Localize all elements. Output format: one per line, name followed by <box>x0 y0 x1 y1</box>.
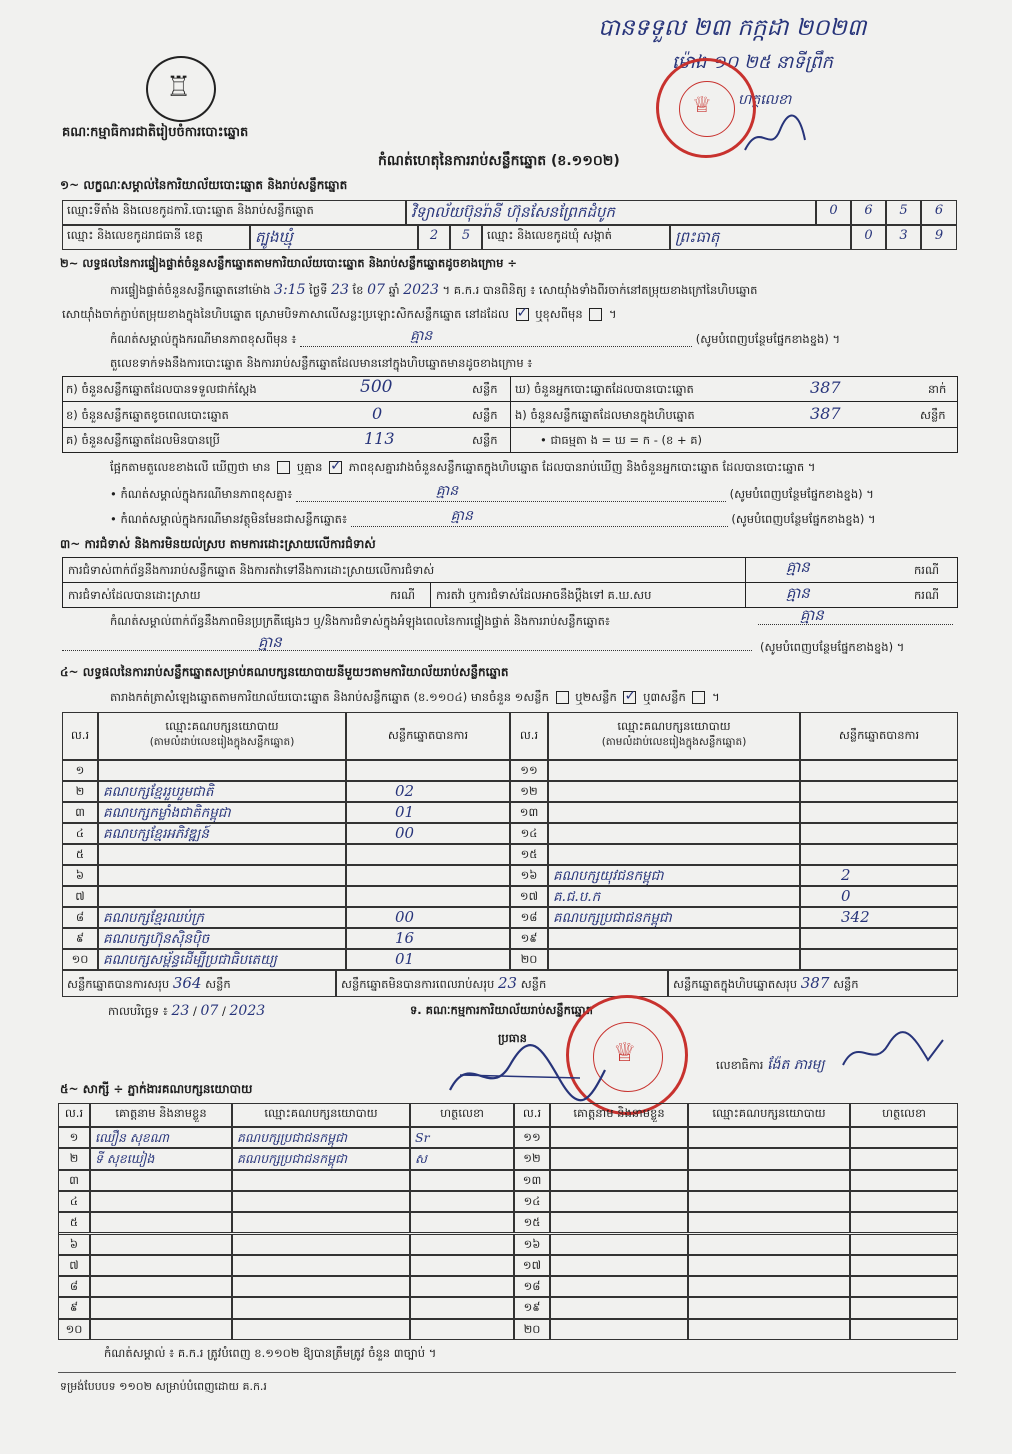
commune-code-2: 3 <box>886 225 921 250</box>
result-right-row-no: ១៥ <box>510 844 548 865</box>
result-right-row-votes <box>800 802 958 823</box>
result-right-row-party <box>548 928 800 949</box>
witness-col-sign-right: ហត្ថលេខា <box>850 1103 958 1127</box>
irregularity-note-suffix: (សូមបំពេញបន្ថែមផ្នែកខាងខ្នង) ។ <box>760 640 905 654</box>
result-left-row-votes <box>346 886 510 907</box>
result-left-row-party: គណបក្សខ្មែរឈប់ក្រ <box>98 907 346 928</box>
objection-unit: ករណី <box>914 563 939 577</box>
result-left-row-party <box>98 886 346 907</box>
witness-left-sign <box>410 1191 514 1212</box>
province-label: ឈ្មោះ និងលេខកូដរាជធានី ខេត្ត <box>62 225 250 250</box>
witness-left-sign <box>410 1234 514 1255</box>
result-right-row-party: គណបក្សយុវជនកម្ពុជា <box>548 865 800 886</box>
result-right-row-votes <box>800 928 958 949</box>
committee-emblem-icon: ♖ <box>146 56 216 122</box>
witness-right-empty <box>850 1170 958 1191</box>
section1-title: ១~ លក្ខណៈសម្គាល់នៃការិយាល័យបោះឆ្នោត និងរាប់សន្លឹកឆ្នោត <box>60 178 348 192</box>
witness-left-party <box>232 1191 410 1212</box>
appeal-value: គ្មាន <box>786 584 810 602</box>
has-difference-checkbox[interactable] <box>277 461 290 474</box>
witness-left-name <box>90 1191 232 1212</box>
witness-right-empty <box>688 1234 850 1255</box>
result-left-row-votes <box>346 760 510 781</box>
province-value: ត្បូងឃ្មុំ <box>250 225 418 250</box>
result-left-row-votes <box>346 844 510 865</box>
no-difference-checkbox[interactable] <box>329 461 342 474</box>
witness-right-empty <box>688 1127 850 1148</box>
irregularity-note-value: គ្មាន <box>800 606 824 624</box>
result-left-row-no: ៥ <box>62 844 98 865</box>
result-left-row-votes: 02 <box>346 781 510 802</box>
witness-left-sign <box>410 1212 514 1233</box>
witness-col-sign-left: ហត្ថលេខា <box>410 1103 514 1127</box>
form-code: ទម្រង់បែបបទ ១១០២ សម្រាប់បំពេញដោយ គ.ក.រ <box>60 1380 267 1393</box>
witness-right-empty <box>550 1170 688 1191</box>
witness-right-empty <box>688 1191 850 1212</box>
receipt-line2: ម៉ោង ១០ ២៥ នាទីព្រឹក <box>672 52 833 73</box>
witness-left-party <box>232 1212 410 1233</box>
result-right-row-party: គណបក្សប្រជាជនកម្ពុជា <box>548 907 800 928</box>
document-title: កំណត់ហេតុនៃការរាប់សន្លឹកឆ្នោត (ខ.១១០២) <box>378 153 620 169</box>
result-left-row-party <box>98 760 346 781</box>
witness-right-empty <box>550 1191 688 1212</box>
section3-title: ៣~ ការជំទាស់ និងការមិនយល់ស្រប តាមការដោះស្រាយលើការជំទាស់ <box>60 537 376 551</box>
witness-left-party <box>232 1255 410 1276</box>
witness-right-empty <box>850 1276 958 1297</box>
result-right-row-no: ១៣ <box>510 802 548 823</box>
results-col-no-right: ល.រ <box>510 712 548 760</box>
receipt-line1: បានទទួល ២៣ កក្កដា ២០២៣ <box>598 15 867 41</box>
bullet-foreign-object: • កំណត់សម្គាល់ក្នុងករណីមានវត្ថុមិនមែនជាសន្លឹកឆ្នោត៖ គ្មាន (សូមបំពេញបន្ថែមផ្នែកខាងខ្នង) ។ <box>110 508 876 526</box>
witness-left-party <box>232 1297 410 1318</box>
result-left-row-party: គណបក្សហ៊ុនស៊ិនប៉ិច <box>98 928 346 949</box>
witness-right-empty <box>688 1319 850 1340</box>
witness-left-sign <box>410 1297 514 1318</box>
witness-left-name <box>90 1297 232 1318</box>
witness-right-empty <box>550 1297 688 1318</box>
tally-sheet-line: តារាងកត់ត្រាសំឡេងឆ្នោតតាមការិយាល័យបោះឆ្នោត និងរាប់សន្លឹកឆ្នោត (ខ.១១០៤) មានចំនួន ១សន្លឹក ឬ២សន្លឹក ✓ ឬ៣សន្លឹក ។ <box>110 690 720 707</box>
witness-right-no: ១៨ <box>514 1276 550 1297</box>
witness-right-empty <box>850 1191 958 1212</box>
witness-left-sign: Sr <box>410 1127 514 1148</box>
witness-right-empty <box>550 1234 688 1255</box>
witness-right-no: ១៧ <box>514 1255 550 1276</box>
result-left-row-votes: 16 <box>346 928 510 949</box>
figure-e-unit: សន្លឹក <box>920 408 946 422</box>
appeal-label: ការតវ៉ា ឬការជំទាស់ដែលអាចនឹងប្តឹងទៅ គ.ឃ.សប <box>436 588 652 602</box>
result-right-row-votes <box>800 949 958 970</box>
witness-right-no: ១៣ <box>514 1170 550 1191</box>
results-col-no-left: ល.រ <box>62 712 98 760</box>
witness-right-empty <box>550 1212 688 1233</box>
total-invalid-value: 23 <box>497 974 518 992</box>
witness-right-no: ១៩ <box>514 1297 550 1318</box>
result-left-row-no: ១០ <box>62 949 98 970</box>
witness-left-no: ១ <box>58 1127 90 1148</box>
secretary-signature <box>838 1030 948 1080</box>
seal-check-line: សោយ៉ាំងចាក់ភ្ជាប់តម្រុយខាងក្នុងនៃហិបឆ្នោត ស្រោមបិទភាសាលើសន្លះប្រឡោះសិកសន្លឹកឆ្នោត នៅដដែល ✓ ឬខុសពីមុន ។ <box>62 307 617 324</box>
witness-right-no: ១២ <box>514 1148 550 1169</box>
location-code-3: 5 <box>886 200 921 225</box>
result-right-row-votes <box>800 760 958 781</box>
total-box-value: 387 <box>800 974 830 992</box>
province-code-2: 5 <box>450 225 482 250</box>
witness-left-party <box>232 1319 410 1340</box>
commune-code-1: 0 <box>851 225 886 250</box>
witness-left-sign <box>410 1319 514 1340</box>
witness-right-empty <box>688 1170 850 1191</box>
results-col-party-right: ឈ្មោះគណបក្សនយោបាយ (តាមលំដាប់លេខរៀងក្នុងសន្លឹកឆ្នោត) <box>548 712 800 760</box>
changed-checkbox[interactable] <box>589 308 602 321</box>
witness-left-name <box>90 1276 232 1297</box>
section4-title: ៤~ លទ្ធផលនៃការរាប់សន្លឹកឆ្នោតសម្រាប់គណបក្សនយោបាយនីមួយៗតាមការិយាល័យរាប់សន្លឹកឆ្នោត <box>60 665 509 679</box>
witness-left-name <box>90 1234 232 1255</box>
bullet-difference: • កំណត់សម្គាល់ក្នុងករណីមានភាពខុសគ្នា៖ គ្មាន (សូមបំពេញបន្ថែមផ្នែកខាងខ្នង) ។ <box>110 483 874 501</box>
appeal-unit: ករណី <box>914 588 939 602</box>
result-right-row-party <box>548 823 800 844</box>
figure-d-label: ឃ) ចំនួនអ្នកបោះឆ្នោតដែលបានបោះឆ្នោត <box>515 382 694 396</box>
witness-left-name <box>90 1319 232 1340</box>
witness-right-empty <box>850 1234 958 1255</box>
witness-right-no: ១៥ <box>514 1212 550 1233</box>
result-right-row-votes <box>800 781 958 802</box>
result-right-row-no: ១១ <box>510 760 548 781</box>
witness-right-empty <box>850 1297 958 1318</box>
result-left-row-no: ១ <box>62 760 98 781</box>
figure-d-value: 387 <box>810 378 841 397</box>
figures-intro: តួលេខទាក់ទងនឹងការបោះឆ្នោត និងការរាប់សន្លឹកឆ្នោតដែលមាននៅក្នុងហិបឆ្នោតមានដូចខាងក្រោម ៖ <box>110 356 533 370</box>
witness-left-sign <box>410 1255 514 1276</box>
result-right-row-no: ២០ <box>510 949 548 970</box>
one-sheet-checkbox[interactable] <box>556 691 569 704</box>
result-left-row-votes: 01 <box>346 802 510 823</box>
figure-c-label: គ) ចំនួនសន្លឹកឆ្នោតដែលមិនបានប្រើ <box>66 433 220 447</box>
witness-left-party <box>232 1276 410 1297</box>
witness-left-no: ៤ <box>58 1191 90 1212</box>
witness-right-empty <box>550 1255 688 1276</box>
witness-left-no: ៨ <box>58 1276 90 1297</box>
witness-left-no: ៣ <box>58 1170 90 1191</box>
figure-c-value: 113 <box>364 429 395 448</box>
witness-left-no: ២ <box>58 1148 90 1169</box>
figure-b-unit: សន្លឹក <box>472 408 498 422</box>
total-box-cell: សន្លឹកឆ្នោតក្នុងហិបឆ្នោតសរុប 387 សន្លឹក <box>668 970 958 997</box>
footnote: កំណត់សម្គាល់ ៖ គ.ក.រ ត្រូវបំពេញ ខ.១១០២ ឱ្យបានត្រឹមត្រូវ ចំនួន ៣ច្បាប់ ។ <box>104 1346 437 1360</box>
total-valid-value: 364 <box>172 974 202 992</box>
date-day: 23 <box>171 1003 190 1019</box>
official-seal-top: ♕ <box>656 58 756 158</box>
result-right-row-votes: 0 <box>800 886 958 907</box>
objection-label: ការជំទាស់ពាក់ព័ន្ធនឹងការរាប់សន្លឹកឆ្នោត និងការតវ៉ាទៅនឹងការដោះស្រាយលើការជំទាស់ <box>68 563 435 577</box>
result-right-row-votes: 2 <box>800 865 958 886</box>
witness-right-empty <box>688 1276 850 1297</box>
result-left-row-no: ៨ <box>62 907 98 928</box>
witness-col-name-right: គោត្តនាម និងនាមខ្លួន <box>550 1103 688 1127</box>
result-right-row-party <box>548 802 800 823</box>
witness-right-empty <box>550 1148 688 1169</box>
result-left-row-no: ៣ <box>62 802 98 823</box>
result-left-row-no: ៩ <box>62 928 98 949</box>
commune-label: ឈ្មោះ និងលេខកូដឃុំ សង្កាត់ <box>482 225 670 250</box>
irregularity-note-value2: គ្មាន <box>258 633 282 651</box>
witness-col-no-right: ល.រ <box>514 1103 550 1127</box>
witness-right-empty <box>688 1148 850 1169</box>
section2-title: ២~ លទ្ធផលនៃការផ្ទៀងផ្ទាត់ចំនួនសន្លឹកឆ្នោតតាមការិយាល័យបោះឆ្នោត និងរាប់សន្លឹកឆ្នោតដូចខាងក្រោម ÷ <box>60 256 518 270</box>
witness-col-no-left: ល.រ <box>58 1103 90 1127</box>
result-right-row-no: ១៨ <box>510 907 548 928</box>
witness-right-empty <box>850 1212 958 1233</box>
result-right-row-no: ១២ <box>510 781 548 802</box>
witness-left-name <box>90 1255 232 1276</box>
result-right-row-party <box>548 760 800 781</box>
org-header: គណៈកម្មាធិការជាតិរៀបចំការបោះឆ្នោត <box>62 125 249 140</box>
figure-b-label: ខ) ចំនួនសន្លឹកឆ្នោតខូចពេលបោះឆ្នោត <box>66 408 229 422</box>
commune-value: ព្រះធាតុ <box>670 225 851 250</box>
witness-col-name-left: គោត្តនាម និងនាមខ្លួន <box>90 1103 232 1127</box>
result-left-row-votes <box>346 865 510 886</box>
results-col-votes-left: សន្លឹកឆ្នោតបានការ <box>346 712 510 760</box>
witness-right-empty <box>550 1127 688 1148</box>
result-left-row-no: ៧ <box>62 886 98 907</box>
result-right-row-party: គ.ជ.ប.ក <box>548 886 800 907</box>
witness-right-empty <box>550 1319 688 1340</box>
witness-right-empty <box>688 1255 850 1276</box>
result-left-row-party: គណបក្សខ្មែររួបរួមជាតិ <box>98 781 346 802</box>
location-label: ឈ្មោះទីតាំង និងលេខកូដការិ.បោះឆ្នោត និងរាប់សន្លឹកឆ្នោត <box>62 200 406 225</box>
result-right-row-no: ១៦ <box>510 865 548 886</box>
witness-right-empty <box>688 1212 850 1233</box>
secretary-name: ង៉ែត ភារម្យ <box>767 1057 825 1073</box>
location-code-2: 6 <box>851 200 886 225</box>
result-left-row-no: ៦ <box>62 865 98 886</box>
handwritten-signature-top <box>740 110 810 160</box>
witness-col-party-right: ឈ្មោះគណបក្សនយោបាយ <box>688 1103 850 1127</box>
secretary-line: លេខាធិការ ង៉ែត ភារម្យ <box>716 1057 825 1073</box>
date-line: កាលបរិច្ឆេទ ៖ 23 / 07 / 2023 <box>108 1003 266 1019</box>
result-right-row-party <box>548 844 800 865</box>
official-seal-bottom: ♕ <box>566 995 688 1115</box>
witness-left-no: ៦ <box>58 1234 90 1255</box>
receipt-line3: ហត្ថលេខា <box>738 92 792 108</box>
result-left-row-party <box>98 865 346 886</box>
location-code-4: 6 <box>921 200 957 225</box>
committee-label: ទ. គណៈកម្មការការិយាល័យរាប់សន្លឹកឆ្នោត <box>410 1003 593 1017</box>
witness-left-party <box>232 1234 410 1255</box>
location-value: វិទ្យាល័យប៊ុនរ៉ានី ហ៊ុនសែនព្រែកដំបូក <box>406 200 816 225</box>
witness-left-no: ៩ <box>58 1297 90 1318</box>
location-code-1: 0 <box>816 200 851 225</box>
figure-a-label: ក) ចំនួនសន្លឹកឆ្នោតដែលបានទទួលជាក់ស្តែង <box>66 382 257 396</box>
total-valid-cell: សន្លឹកឆ្នោតបានការសរុប 364 សន្លឹក <box>62 970 336 997</box>
objection-value: គ្មាន <box>786 558 810 576</box>
witness-right-no: ១៦ <box>514 1234 550 1255</box>
figure-a-value: 500 <box>360 377 393 397</box>
result-left-row-party: គណបក្សសម្ព័ន្ធដើម្បីប្រជាធិបតេយ្យ <box>98 949 346 970</box>
witness-right-no: ១១ <box>514 1127 550 1148</box>
result-right-row-no: ១៤ <box>510 823 548 844</box>
result-left-row-party: គណបក្សកម្លាំងជាតិកម្ពុជា <box>98 802 346 823</box>
witness-col-party-left: ឈ្មោះគណបក្សនយោបាយ <box>232 1103 410 1127</box>
witness-right-empty <box>850 1255 958 1276</box>
result-left-row-votes: 00 <box>346 823 510 844</box>
resolved-label: ការជំទាស់ដែលបានដោះស្រាយ <box>68 588 201 602</box>
bullet-difference-value: គ្មាន <box>435 483 459 499</box>
section5-title: ៥~ សាក្សី ÷ ភ្នាក់ងារគណបក្សនយោបាយ <box>60 1082 253 1096</box>
three-sheets-checkbox[interactable] <box>692 691 705 704</box>
result-left-row-no: ២ <box>62 781 98 802</box>
result-left-row-votes: 00 <box>346 907 510 928</box>
result-right-row-votes <box>800 823 958 844</box>
verification-line: ការផ្ទៀងផ្ទាត់ចំនួនសន្លឹកឆ្នោតនៅម៉ោង 3:15 ថ្ងៃទី 23 ខែ 07 ឆ្នាំ 2023 ។ គ.ក.រ បានពិនិត្យ ៖ សោយ៉ាំងទាំងពីរចាក់នៅតម្រុយខាងក្រៅនៃហិបឆ្នោត <box>110 282 758 298</box>
two-sheets-checkbox[interactable] <box>623 691 636 704</box>
date-month: 07 <box>200 1003 219 1019</box>
witness-left-party <box>232 1170 410 1191</box>
result-right-row-party <box>548 949 800 970</box>
witness-left-no: ១០ <box>58 1319 90 1340</box>
result-right-row-votes: 342 <box>800 907 958 928</box>
bullet-foreign-value: គ្មាន <box>450 508 473 524</box>
results-col-party-left: ឈ្មោះគណបក្សនយោបាយ (តាមលំដាប់លេខរៀងក្នុងសន្លឹកឆ្នោត) <box>98 712 346 760</box>
date-year: 2023 <box>229 1003 266 1019</box>
witness-left-party: គណបក្សប្រជាជនកម្ពុជា <box>232 1148 410 1169</box>
witness-left-sign: ស <box>410 1148 514 1169</box>
chair-label: ប្រធាន <box>498 1031 527 1045</box>
result-left-row-no: ៤ <box>62 823 98 844</box>
witness-left-sign <box>410 1276 514 1297</box>
chair-signature <box>440 1040 610 1110</box>
witness-right-empty <box>688 1297 850 1318</box>
figure-c-unit: សន្លឹក <box>472 433 498 447</box>
seal-note-value: គ្មាន <box>410 328 433 344</box>
figure-a-unit: សន្លឹក <box>472 382 498 396</box>
resolved-unit: ករណី <box>390 588 415 602</box>
figure-e-value: 387 <box>810 404 841 423</box>
result-right-row-no: ១៩ <box>510 928 548 949</box>
witness-right-empty <box>550 1276 688 1297</box>
province-code-1: 2 <box>418 225 450 250</box>
figure-b-value: 0 <box>372 404 383 423</box>
result-left-row-party <box>98 844 346 865</box>
witness-right-no: ២០ <box>514 1319 550 1340</box>
result-left-row-votes: 01 <box>346 949 510 970</box>
witness-right-empty <box>850 1127 958 1148</box>
witness-right-no: ១៤ <box>514 1191 550 1212</box>
witness-right-empty <box>850 1148 958 1169</box>
witness-left-no: ៥ <box>58 1212 90 1233</box>
irregularity-note-label: កំណត់សម្គាល់ពាក់ព័ន្ធនឹងភាពមិនប្រក្រតីផ្សេងៗ ឬ/និងការជំទាស់ក្នុងអំឡុងពេលនៃការផ្ទៀងផ្ទាត់ និងការរាប់សន្លឹកឆ្នោត៖ <box>110 614 610 628</box>
witness-left-name: ឈឿន សុខណា <box>90 1127 232 1148</box>
commune-code-3: 9 <box>921 225 957 250</box>
witness-left-sign <box>410 1170 514 1191</box>
results-col-votes-right: សន្លឹកឆ្នោតបានការ <box>800 712 958 760</box>
witness-left-name: ទី សុខឃៀង <box>90 1148 232 1169</box>
result-right-row-party <box>548 781 800 802</box>
total-invalid-cell: សន្លឹកឆ្នោតមិនបានការពេលរាប់សរុប 23 សន្លឹក <box>336 970 668 997</box>
witness-left-name <box>90 1170 232 1191</box>
result-left-row-party: គណបក្សខ្មែរអភិវឌ្ឍន៍ <box>98 823 346 844</box>
unchanged-checkbox[interactable] <box>516 308 529 321</box>
result-right-row-no: ១៧ <box>510 886 548 907</box>
figure-d-unit: នាក់ <box>928 382 947 396</box>
figure-e-label: ង) ចំនួនសន្លឹកឆ្នោតដែលមានក្នុងហិបឆ្នោត <box>515 408 695 422</box>
witness-right-empty <box>850 1319 958 1340</box>
seal-note-line: កំណត់សម្គាល់ក្នុងករណីមានភាពខុសពីមុន ៖ គ្មាន (សូមបំពេញបន្ថែមផ្នែកខាងខ្នង) ។ <box>110 328 841 346</box>
witness-left-no: ៧ <box>58 1255 90 1276</box>
compare-line: ផ្អែកតាមតួលេខខាងលើ ឃើញថា មាន ឬគ្មាន ✓ ភាពខុសគ្នារវាងចំនួនសន្លឹកឆ្នោតក្នុងហិបឆ្នោត ដែលបានរាប់ឃើញ និងចំនួនអ្នកបោះឆ្នោត ដែលបានបោះឆ្នោត ។ <box>110 460 815 477</box>
figure-formula: • ជាធម្មតា ង = ឃ = ក - (ខ + គ) <box>540 433 703 447</box>
result-right-row-votes <box>800 844 958 865</box>
witness-left-party: គណបក្សប្រជាជនកម្ពុជា <box>232 1127 410 1148</box>
witness-left-name <box>90 1212 232 1233</box>
